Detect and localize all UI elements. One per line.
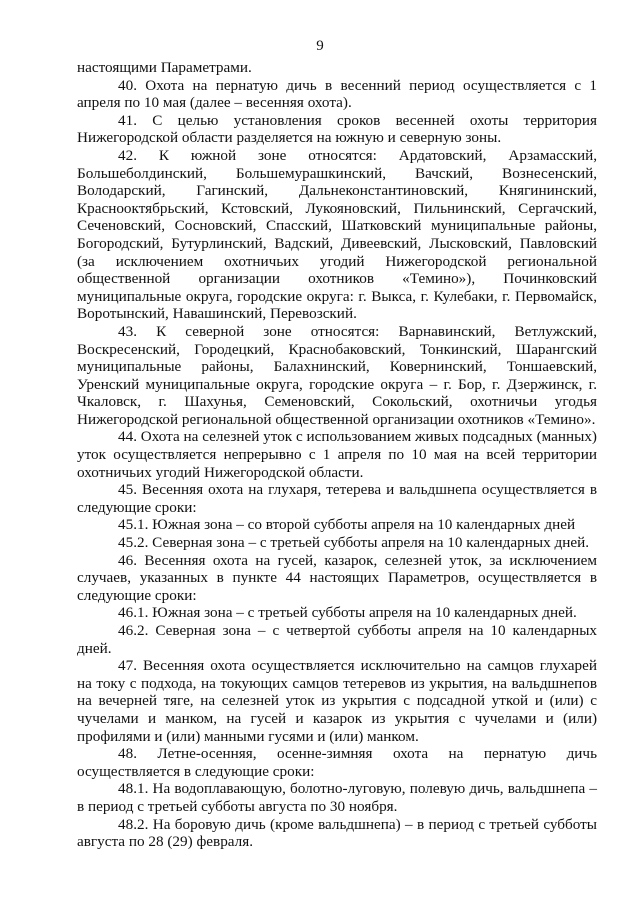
paragraph-42: 42. К южной зоне относятся: Ардатовский, Арзамасский, Большеболдинский, Большемурашкинский, Вачский, Вознесенский, Володарский, Гагинский, Дальнеконстантиновский, Княгининский, Краснооктябрьский, Кстовский, Лукояновский, Пильнинский, Сергачский, Сеченовский, Сосновский, Спасский, Шатковский муниципальные районы, Богородский, Бутурлинский, Вадский, Дивеевский, Лысковский, Павловский (за исключением охотничьих угодий Нижегородской региональной общественной организации охотников «Темино»), Починковский муниципальные округа, городские округа: г. Выкса, г. Кулебаки, г. Первомайск, Воротынский, Навашинский, Перевозский. [77,146,597,323]
paragraph-continuation: настоящими Параметрами. [77,59,252,76]
page-number: 9 [316,38,324,54]
paragraph-48-1: 48.1. На водоплавающую, болотно-луговую, полевую дичь, вальдшнепа – в период с третьей субботы августа по 30 ноября. [77,780,597,815]
document-body [77,59,597,851]
paragraph-43: 43. К северной зоне относятся: Варнавинский, Ветлужский, Воскресенский, Городецкий, Краснобаковский, Тонкинский, Шарангский муниципальные районы, Балахнинский, Ковернинский, Тоншаевский, Уренский муниципальные округа, городские округа – г. Бор, г. Дзержинск, г. Чкаловск, г. Шахунья, Семеновский, Сокольский, охотничьи угодья Нижегородской региональной общественной организации охотников «Темино». [77,322,597,428]
paragraph-45-1: 45.1. Южная зона – со второй субботы апреля на 10 календарных дней [118,516,576,534]
paragraph-45-2: 45.2. Северная зона – с третьей субботы апреля на 10 календарных дней. [118,534,589,552]
paragraph-45: 45. Весенняя охота на глухаря, тетерева и вальдшнепа осуществляется в следующие сроки: [77,481,597,516]
paragraph-48-2: 48.2. На боровую дичь (кроме вальдшнепа) – в период с третьей субботы августа по 28 (29) февраля. [77,815,597,851]
paragraph-46: 46. Весенняя охота на гусей, казарок, селезней уток, за исключением случаев, указанных в пункте 44 настоящих Параметров, осуществляется в следующие сроки: [77,551,597,604]
paragraph-48: 48. Летне-осенняя, осенне-зимняя охота на пернатую дичь осуществляется в следующие сроки: [77,745,597,780]
paragraph-44: 44. Охота на селезней уток с использованием живых подсадных (манных) уток осуществляется непрерывно с 1 апреля по 10 мая на всей территории охотничьих угодий Нижегородской области. [77,428,597,481]
paragraph-46-1: 46.1. Южная зона – с третьей субботы апреля на 10 календарных дней. [118,604,577,622]
paragraph-47: 47. Весенняя охота осуществляется исключительно на самцов глухарей на току с подхода, на токующих самцов тетеревов из укрытия, на вальдшнепов на вечерней тяге, на селезней уток из укрытия с подсадной уткой и (или) с чучелами и манком, на гусей и казарок из укрытия с чучелами и (или) профилями и (или) манными гусями и (или) манком. [77,657,597,745]
paragraph-41: 41. С целью установления сроков весенней охоты территория Нижегородской области разделяется на южную и северную зоны. [77,111,597,147]
paragraph-46-2: 46.2. Северная зона – с четвертой субботы апреля на 10 календарных дней. [77,622,597,657]
paragraph-40: 40. Охота на пернатую дичь в весенний период осуществляется с 1 апреля по 10 мая (далее – весенняя охота). [77,76,597,112]
